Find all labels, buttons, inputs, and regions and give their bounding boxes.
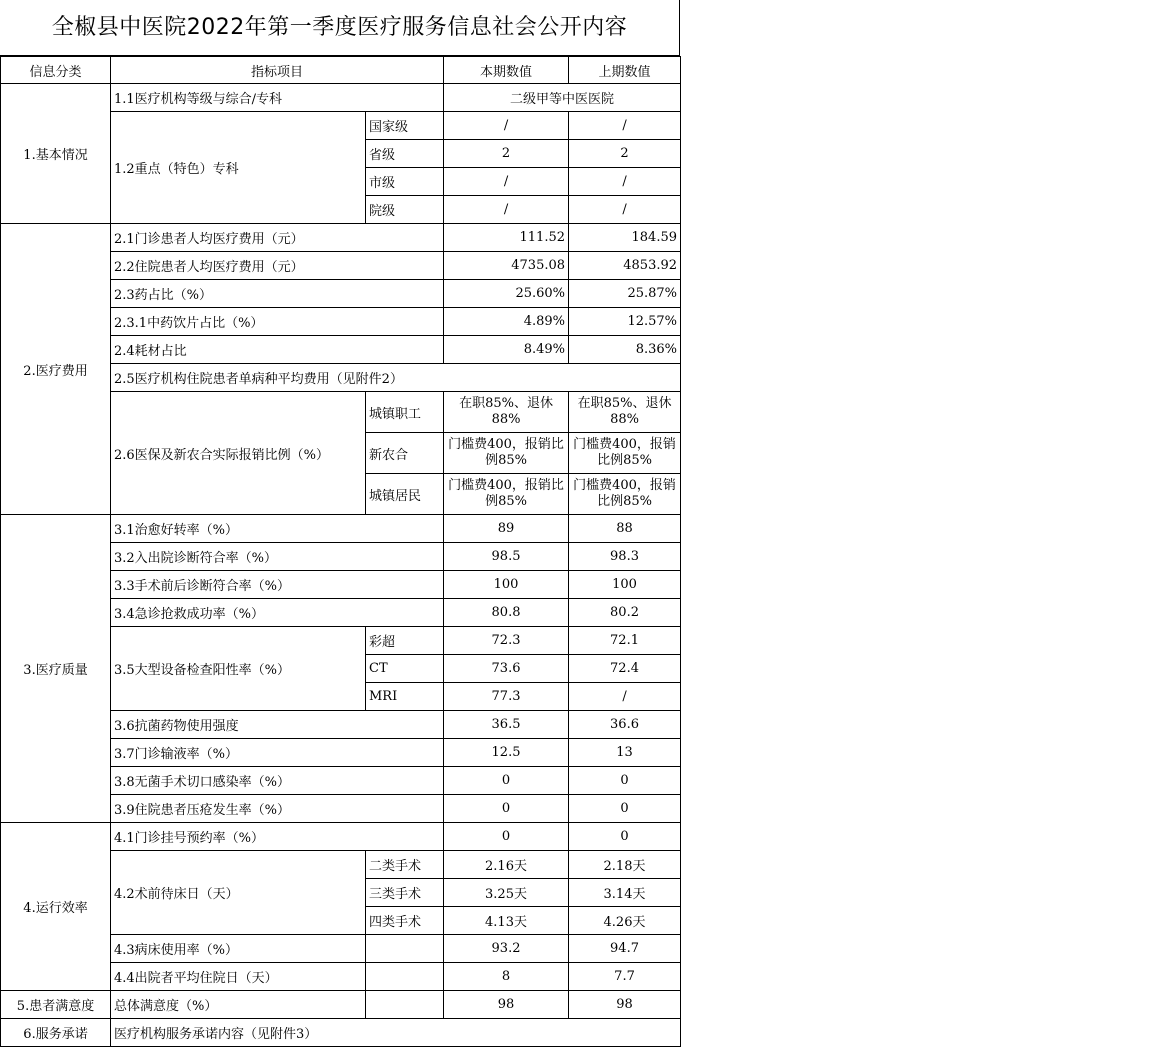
current-value: 门槛费400，报销比例85%	[444, 433, 569, 474]
current-value: 80.8	[444, 599, 569, 627]
sub-indicator-cell: 城镇职工	[366, 392, 444, 433]
current-value: /	[444, 168, 569, 196]
indicator-cell: 3.7门诊输液率（%）	[111, 739, 444, 767]
previous-value: 80.2	[569, 599, 681, 627]
indicator-cell: 4.1门诊挂号预约率（%）	[111, 823, 444, 851]
current-value: 2.16天	[444, 851, 569, 879]
indicator-cell: 2.1门诊患者人均医疗费用（元）	[111, 224, 444, 252]
category-cell: 6.服务承诺	[1, 1019, 111, 1047]
current-value: 4735.08	[444, 252, 569, 280]
sub-indicator-cell: 二类手术	[366, 851, 444, 879]
sub-indicator-cell: 三类手术	[366, 879, 444, 907]
table-row	[1, 823, 681, 851]
empty-cell	[366, 935, 444, 963]
indicator-cell: 2.6医保及新农合实际报销比例（%）	[111, 392, 366, 515]
previous-value: /	[569, 168, 681, 196]
table-row	[1, 224, 681, 252]
previous-value: 0	[569, 795, 681, 823]
indicator-cell: 4.4出院者平均住院日（天）	[111, 963, 366, 991]
disclosure-table	[0, 56, 681, 1047]
sub-indicator-cell: CT	[366, 655, 444, 683]
previous-value: 门槛费400，报销比例85%	[569, 474, 681, 515]
empty-cell	[366, 963, 444, 991]
previous-value: 72.4	[569, 655, 681, 683]
indicator-cell: 2.5医疗机构住院患者单病种平均费用（见附件2）	[111, 364, 681, 392]
indicator-cell: 3.8无菌手术切口感染率（%）	[111, 767, 444, 795]
indicator-cell: 3.5大型设备检查阳性率（%）	[111, 627, 366, 711]
indicator-cell: 2.2住院患者人均医疗费用（元）	[111, 252, 444, 280]
current-value: 89	[444, 515, 569, 543]
current-value: 25.60%	[444, 280, 569, 308]
indicator-cell: 4.3病床使用率（%）	[111, 935, 366, 963]
current-value: /	[444, 112, 569, 140]
current-value: 111.52	[444, 224, 569, 252]
indicator-cell: 2.3药占比（%）	[111, 280, 444, 308]
category-cell: 1.基本情况	[1, 84, 111, 224]
indicator-cell: 3.4急诊抢救成功率（%）	[111, 599, 444, 627]
page-title: 全椒县中医院2022年第一季度医疗服务信息社会公开内容	[0, 0, 680, 56]
indicator-cell: 3.2入出院诊断符合率（%）	[111, 543, 444, 571]
header-current: 本期数值	[444, 57, 569, 84]
indicator-cell: 4.2术前待床日（天）	[111, 851, 366, 935]
current-value: 100	[444, 571, 569, 599]
current-value: 在职85%、退休88%	[444, 392, 569, 433]
category-cell: 2.医疗费用	[1, 224, 111, 515]
current-value: 3.25天	[444, 879, 569, 907]
previous-value: 3.14天	[569, 879, 681, 907]
previous-value: 门槛费400，报销比例85%	[569, 433, 681, 474]
previous-value: 2	[569, 140, 681, 168]
indicator-cell: 1.1医疗机构等级与综合/专科	[111, 84, 444, 112]
category-cell: 4.运行效率	[1, 823, 111, 991]
empty-cell	[366, 991, 444, 1019]
current-value: 4.13天	[444, 907, 569, 935]
header-row	[1, 57, 681, 84]
current-value: 98.5	[444, 543, 569, 571]
previous-value: 94.7	[569, 935, 681, 963]
indicator-cell: 3.9住院患者压疮发生率（%）	[111, 795, 444, 823]
indicator-cell: 3.6抗菌药物使用强度	[111, 711, 444, 739]
previous-value: 25.87%	[569, 280, 681, 308]
previous-value: 12.57%	[569, 308, 681, 336]
current-value: 77.3	[444, 683, 569, 711]
previous-value: 72.1	[569, 627, 681, 655]
sub-indicator-cell: 市级	[366, 168, 444, 196]
previous-value: 98.3	[569, 543, 681, 571]
sub-indicator-cell: 院级	[366, 196, 444, 224]
previous-value: 4853.92	[569, 252, 681, 280]
current-value: 8.49%	[444, 336, 569, 364]
current-value: 2	[444, 140, 569, 168]
previous-value: 0	[569, 823, 681, 851]
header-indicator: 指标项目	[111, 57, 444, 84]
indicator-cell: 医疗机构服务承诺内容（见附件3）	[111, 1019, 681, 1047]
value-cell: 二级甲等中医医院	[444, 84, 681, 112]
sub-indicator-cell: 国家级	[366, 112, 444, 140]
indicator-cell: 总体满意度（%）	[111, 991, 366, 1019]
previous-value: 88	[569, 515, 681, 543]
previous-value: 184.59	[569, 224, 681, 252]
indicator-cell: 2.3.1中药饮片占比（%）	[111, 308, 444, 336]
previous-value: 7.7	[569, 963, 681, 991]
previous-value: 100	[569, 571, 681, 599]
previous-value: 36.6	[569, 711, 681, 739]
previous-value: 2.18天	[569, 851, 681, 879]
current-value: 98	[444, 991, 569, 1019]
current-value: 93.2	[444, 935, 569, 963]
previous-value: /	[569, 112, 681, 140]
current-value: 4.89%	[444, 308, 569, 336]
current-value: 12.5	[444, 739, 569, 767]
current-value: 8	[444, 963, 569, 991]
previous-value: /	[569, 683, 681, 711]
sub-indicator-cell: 彩超	[366, 627, 444, 655]
current-value: 36.5	[444, 711, 569, 739]
table-row	[1, 515, 681, 543]
previous-value: 8.36%	[569, 336, 681, 364]
previous-value: /	[569, 196, 681, 224]
sub-indicator-cell: 四类手术	[366, 907, 444, 935]
current-value: 0	[444, 795, 569, 823]
header-category: 信息分类	[1, 57, 111, 84]
current-value: 0	[444, 767, 569, 795]
table-row	[1, 991, 681, 1019]
sub-indicator-cell: 城镇居民	[366, 474, 444, 515]
previous-value: 4.26天	[569, 907, 681, 935]
previous-value: 98	[569, 991, 681, 1019]
previous-value: 13	[569, 739, 681, 767]
current-value: 72.3	[444, 627, 569, 655]
table-row	[1, 1019, 681, 1047]
indicator-cell: 3.3手术前后诊断符合率（%）	[111, 571, 444, 599]
indicator-cell: 3.1治愈好转率（%）	[111, 515, 444, 543]
sub-indicator-cell: 新农合	[366, 433, 444, 474]
previous-value: 0	[569, 767, 681, 795]
header-previous: 上期数值	[569, 57, 681, 84]
current-value: /	[444, 196, 569, 224]
indicator-cell: 2.4耗材占比	[111, 336, 444, 364]
previous-value: 在职85%、退休88%	[569, 392, 681, 433]
table-row	[1, 84, 681, 112]
current-value: 73.6	[444, 655, 569, 683]
sub-indicator-cell: 省级	[366, 140, 444, 168]
indicator-cell: 1.2重点（特色）专科	[111, 112, 366, 224]
category-cell: 5.患者满意度	[1, 991, 111, 1019]
current-value: 0	[444, 823, 569, 851]
current-value: 门槛费400，报销比例85%	[444, 474, 569, 515]
sub-indicator-cell: MRI	[366, 683, 444, 711]
category-cell: 3.医疗质量	[1, 515, 111, 823]
